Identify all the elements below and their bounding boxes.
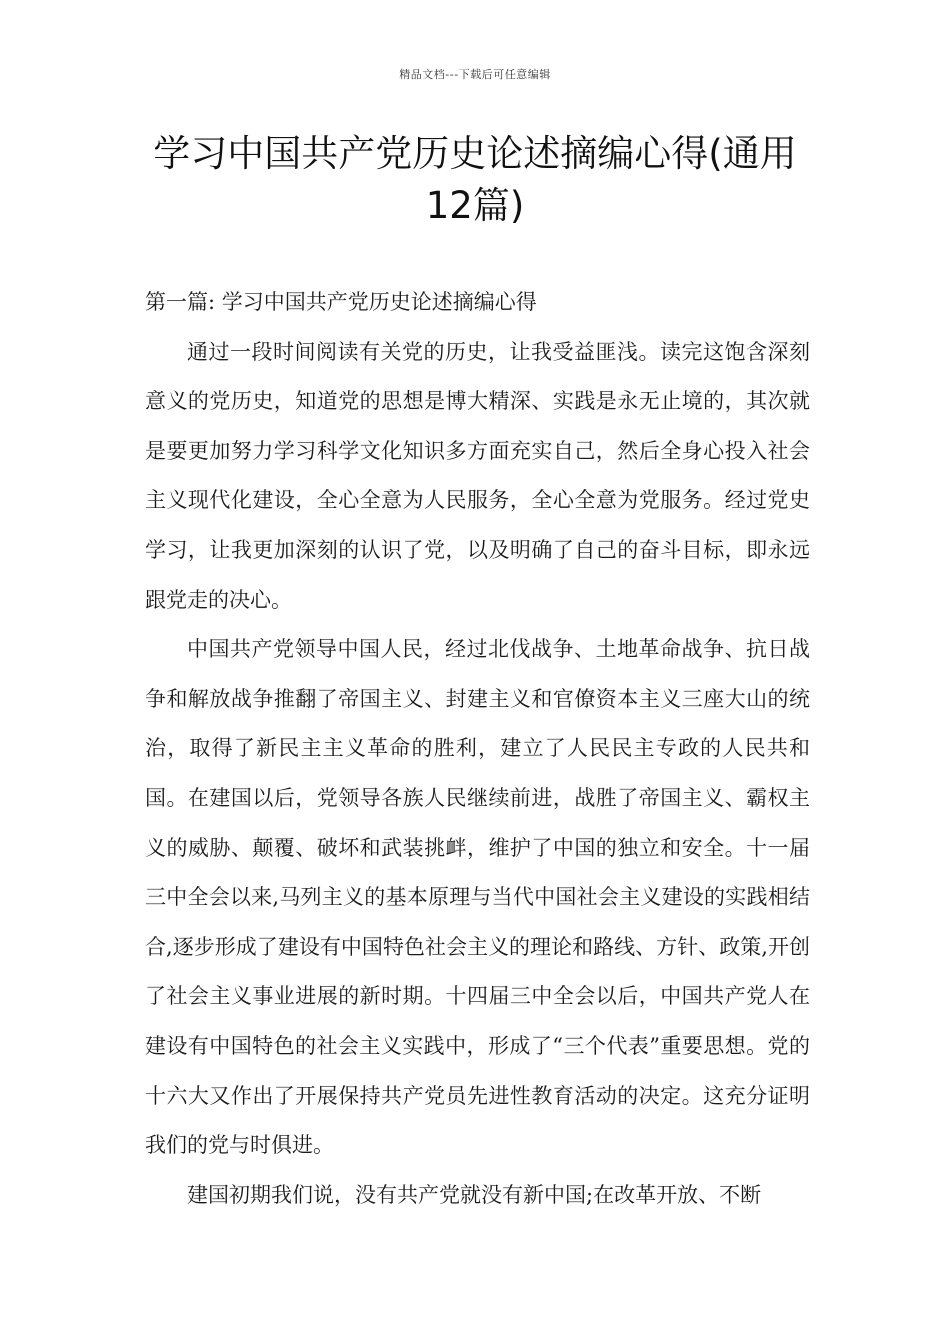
header-note: 精品文档---下载后可任意编辑 [399, 68, 551, 81]
document-body [145, 278, 810, 1220]
paragraph-2: 中国共产党领导中国人民，经过北伐战争、土地革命战争、抗日战争和解放战争推翻了帝国主义、封建主义和官僚资本主义三座大山的统治，取得了新民主主义革命的胜利，建立了人民民主专政的人民共和国。在建国以后，党领导各族人民继续前进，战胜了帝国主义、霸权主义的威胁、颠覆、破坏和武装挑衅，维护了中国的独立和安全。十一届三中全会以来,马列主义的基本原理与当代中国社会主义建设的实践相结合,逐步形成了建设有中国特色社会主义的理论和路线、方针、政策,开创了社会主义事业进展的新时期。十四届三中全会以后，中国共产党人在建设有中国特色的社会主义实践中，形成了“三个代表”重要思想。党的十六大又作出了开展保持共产党员先进性教育活动的决定。这充分证明我们的党与时俱进。 [145, 637, 810, 1158]
section-heading: 第一篇: 学习中国共产党历史论述摘编心得 [145, 290, 537, 314]
document-title: 学习中国共产党历史论述摘编心得(通用12篇) [153, 132, 797, 227]
paragraph-3: 建国初期我们说，没有共产党就没有新中国;在改革开放、不断 [187, 1182, 762, 1207]
paragraph-1: 通过一段时间阅读有关党的历史，让我受益匪浅。读完这饱含深刻意义的党历史，知道党的思想是博大精深、实践是永无止境的，其次就是要更加努力学习科学文化知识多方面充实自己，然后全身心投入社会主义现代化建设，全心全意为人民服务，全心全意为党服务。经过党史学习，让我更加深刻的认识了党，以及明确了自己的奋斗目标，即永远跟党走的决心。 [145, 339, 810, 612]
